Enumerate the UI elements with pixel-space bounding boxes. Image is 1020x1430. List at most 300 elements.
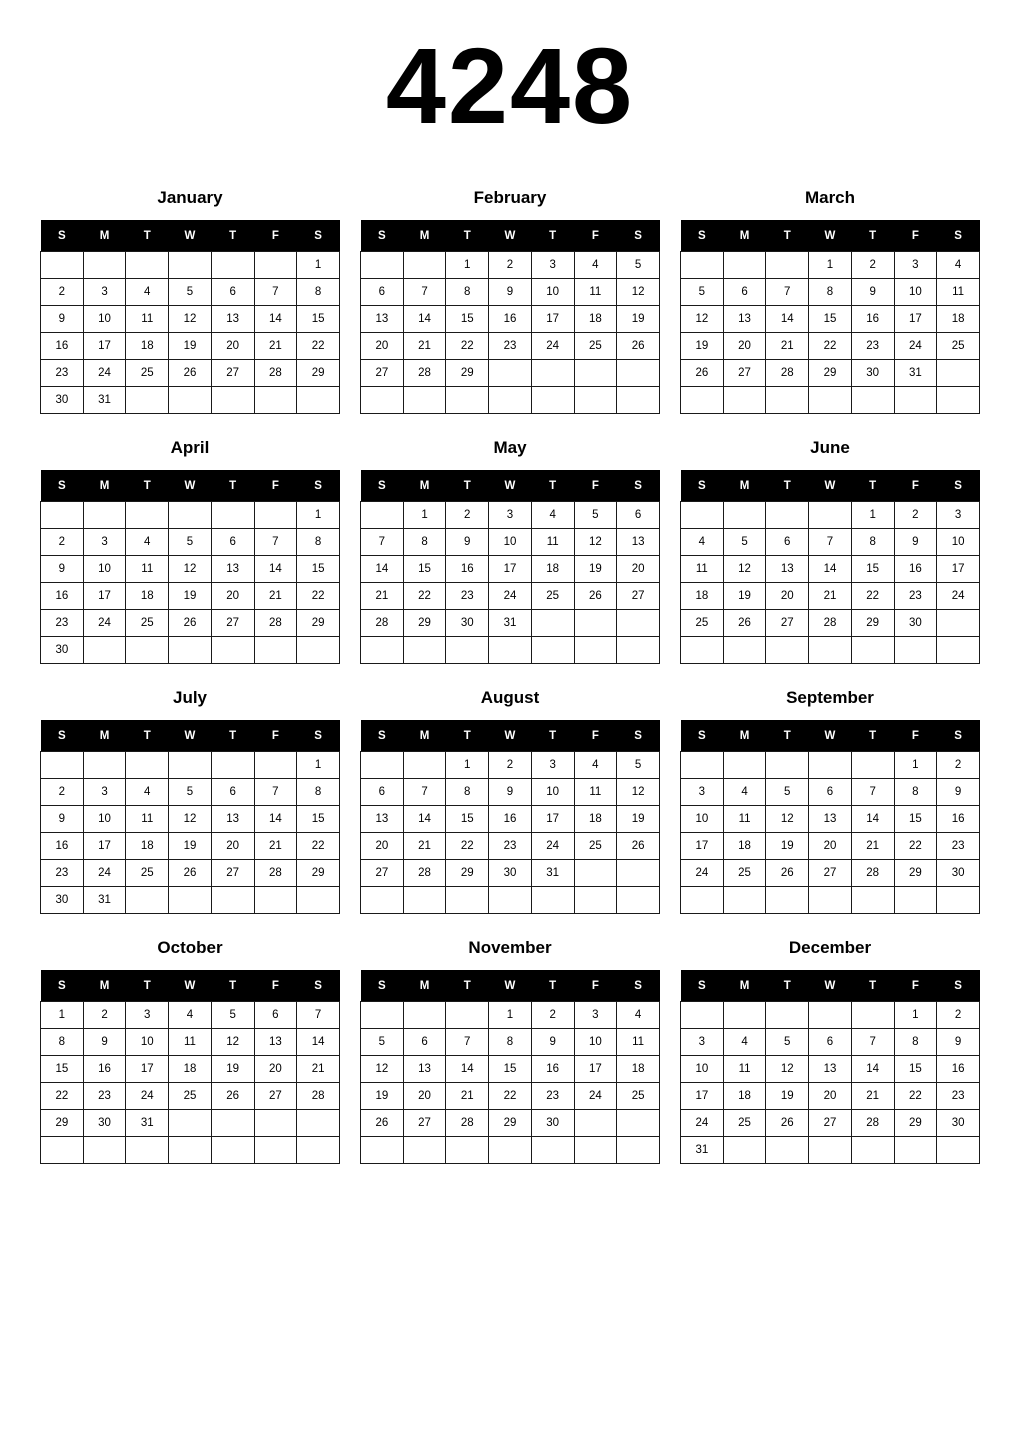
day-cell[interactable]: 1	[809, 252, 852, 279]
day-cell[interactable]: 12	[681, 306, 724, 333]
day-cell[interactable]: 24	[531, 833, 574, 860]
day-cell[interactable]: 13	[766, 556, 809, 583]
day-cell[interactable]: 23	[937, 1083, 980, 1110]
day-cell[interactable]: 13	[361, 306, 404, 333]
day-cell[interactable]: 28	[403, 860, 446, 887]
day-cell[interactable]: 27	[723, 360, 766, 387]
day-cell[interactable]: 30	[41, 387, 84, 414]
day-cell[interactable]: 23	[894, 583, 937, 610]
day-cell[interactable]: 9	[937, 1029, 980, 1056]
day-cell[interactable]: 10	[681, 1056, 724, 1083]
day-cell[interactable]: 14	[809, 556, 852, 583]
day-cell[interactable]: 3	[681, 779, 724, 806]
day-cell[interactable]: 20	[766, 583, 809, 610]
day-cell[interactable]: 2	[937, 752, 980, 779]
day-cell[interactable]: 4	[169, 1002, 212, 1029]
day-cell[interactable]: 6	[809, 779, 852, 806]
day-cell[interactable]: 9	[489, 279, 532, 306]
day-cell[interactable]: 29	[851, 610, 894, 637]
day-cell[interactable]: 3	[531, 252, 574, 279]
day-cell[interactable]: 5	[723, 529, 766, 556]
day-cell[interactable]: 24	[531, 333, 574, 360]
day-cell[interactable]: 25	[126, 610, 169, 637]
day-cell[interactable]: 27	[361, 860, 404, 887]
day-cell[interactable]: 13	[403, 1056, 446, 1083]
day-cell[interactable]: 3	[531, 752, 574, 779]
day-cell[interactable]: 19	[723, 583, 766, 610]
day-cell[interactable]: 25	[531, 583, 574, 610]
day-cell[interactable]: 7	[361, 529, 404, 556]
day-cell[interactable]: 2	[937, 1002, 980, 1029]
day-cell[interactable]: 30	[446, 610, 489, 637]
day-cell[interactable]: 12	[211, 1029, 254, 1056]
day-cell[interactable]: 16	[851, 306, 894, 333]
day-cell[interactable]: 24	[894, 333, 937, 360]
day-cell[interactable]: 29	[489, 1110, 532, 1137]
day-cell[interactable]: 9	[41, 556, 84, 583]
day-cell[interactable]: 18	[169, 1056, 212, 1083]
day-cell[interactable]: 18	[126, 583, 169, 610]
day-cell[interactable]: 19	[681, 333, 724, 360]
day-cell[interactable]: 13	[809, 1056, 852, 1083]
day-cell[interactable]: 26	[766, 1110, 809, 1137]
day-cell[interactable]: 27	[766, 610, 809, 637]
day-cell[interactable]: 7	[766, 279, 809, 306]
day-cell[interactable]: 28	[851, 1110, 894, 1137]
day-cell[interactable]: 26	[617, 833, 660, 860]
day-cell[interactable]: 10	[574, 1029, 617, 1056]
day-cell[interactable]: 14	[403, 806, 446, 833]
day-cell[interactable]: 20	[617, 556, 660, 583]
day-cell[interactable]: 28	[446, 1110, 489, 1137]
day-cell[interactable]: 15	[809, 306, 852, 333]
day-cell[interactable]: 23	[489, 333, 532, 360]
day-cell[interactable]: 19	[766, 1083, 809, 1110]
day-cell[interactable]: 10	[83, 306, 126, 333]
day-cell[interactable]: 25	[937, 333, 980, 360]
day-cell[interactable]: 2	[489, 752, 532, 779]
day-cell[interactable]: 7	[403, 279, 446, 306]
day-cell[interactable]: 10	[531, 279, 574, 306]
day-cell[interactable]: 27	[254, 1083, 297, 1110]
day-cell[interactable]: 12	[574, 529, 617, 556]
day-cell[interactable]: 11	[169, 1029, 212, 1056]
day-cell[interactable]: 29	[809, 360, 852, 387]
day-cell[interactable]: 21	[403, 833, 446, 860]
day-cell[interactable]: 30	[937, 1110, 980, 1137]
day-cell[interactable]: 2	[894, 502, 937, 529]
day-cell[interactable]: 29	[41, 1110, 84, 1137]
day-cell[interactable]: 22	[894, 1083, 937, 1110]
day-cell[interactable]: 31	[681, 1137, 724, 1164]
day-cell[interactable]: 1	[446, 752, 489, 779]
day-cell[interactable]: 27	[617, 583, 660, 610]
day-cell[interactable]: 11	[681, 556, 724, 583]
day-cell[interactable]: 5	[169, 279, 212, 306]
day-cell[interactable]: 14	[254, 806, 297, 833]
day-cell[interactable]: 12	[617, 779, 660, 806]
day-cell[interactable]: 4	[126, 779, 169, 806]
day-cell[interactable]: 17	[531, 806, 574, 833]
day-cell[interactable]: 29	[894, 1110, 937, 1137]
day-cell[interactable]: 28	[254, 360, 297, 387]
day-cell[interactable]: 2	[41, 279, 84, 306]
day-cell[interactable]: 25	[681, 610, 724, 637]
day-cell[interactable]: 12	[169, 806, 212, 833]
day-cell[interactable]: 20	[211, 333, 254, 360]
day-cell[interactable]: 8	[851, 529, 894, 556]
day-cell[interactable]: 12	[766, 806, 809, 833]
day-cell[interactable]: 6	[403, 1029, 446, 1056]
day-cell[interactable]: 1	[297, 502, 340, 529]
day-cell[interactable]: 18	[126, 333, 169, 360]
day-cell[interactable]: 2	[41, 779, 84, 806]
day-cell[interactable]: 25	[126, 860, 169, 887]
day-cell[interactable]: 8	[297, 529, 340, 556]
day-cell[interactable]: 20	[211, 833, 254, 860]
day-cell[interactable]: 6	[617, 502, 660, 529]
day-cell[interactable]: 3	[681, 1029, 724, 1056]
day-cell[interactable]: 4	[531, 502, 574, 529]
day-cell[interactable]: 3	[83, 279, 126, 306]
day-cell[interactable]: 11	[937, 279, 980, 306]
day-cell[interactable]: 17	[937, 556, 980, 583]
day-cell[interactable]: 12	[169, 306, 212, 333]
day-cell[interactable]: 28	[403, 360, 446, 387]
day-cell[interactable]: 20	[361, 833, 404, 860]
day-cell[interactable]: 17	[83, 833, 126, 860]
day-cell[interactable]: 15	[297, 806, 340, 833]
day-cell[interactable]: 2	[83, 1002, 126, 1029]
day-cell[interactable]: 18	[574, 306, 617, 333]
day-cell[interactable]: 8	[446, 279, 489, 306]
day-cell[interactable]: 15	[446, 306, 489, 333]
day-cell[interactable]: 23	[937, 833, 980, 860]
day-cell[interactable]: 14	[361, 556, 404, 583]
day-cell[interactable]: 10	[937, 529, 980, 556]
day-cell[interactable]: 13	[211, 556, 254, 583]
day-cell[interactable]: 21	[361, 583, 404, 610]
day-cell[interactable]: 18	[723, 1083, 766, 1110]
day-cell[interactable]: 21	[254, 333, 297, 360]
day-cell[interactable]: 17	[574, 1056, 617, 1083]
day-cell[interactable]: 26	[169, 860, 212, 887]
day-cell[interactable]: 7	[254, 279, 297, 306]
day-cell[interactable]: 27	[211, 610, 254, 637]
day-cell[interactable]: 26	[617, 333, 660, 360]
day-cell[interactable]: 8	[446, 779, 489, 806]
day-cell[interactable]: 22	[403, 583, 446, 610]
day-cell[interactable]: 25	[169, 1083, 212, 1110]
day-cell[interactable]: 18	[574, 806, 617, 833]
day-cell[interactable]: 25	[574, 333, 617, 360]
day-cell[interactable]: 16	[894, 556, 937, 583]
day-cell[interactable]: 30	[41, 887, 84, 914]
day-cell[interactable]: 5	[574, 502, 617, 529]
day-cell[interactable]: 29	[446, 360, 489, 387]
day-cell[interactable]: 1	[489, 1002, 532, 1029]
day-cell[interactable]: 29	[894, 860, 937, 887]
day-cell[interactable]: 4	[681, 529, 724, 556]
day-cell[interactable]: 6	[211, 529, 254, 556]
day-cell[interactable]: 11	[574, 279, 617, 306]
day-cell[interactable]: 23	[531, 1083, 574, 1110]
day-cell[interactable]: 7	[851, 779, 894, 806]
day-cell[interactable]: 18	[937, 306, 980, 333]
day-cell[interactable]: 17	[83, 583, 126, 610]
day-cell[interactable]: 4	[574, 252, 617, 279]
day-cell[interactable]: 4	[723, 779, 766, 806]
day-cell[interactable]: 7	[297, 1002, 340, 1029]
day-cell[interactable]: 1	[403, 502, 446, 529]
day-cell[interactable]: 27	[211, 860, 254, 887]
day-cell[interactable]: 9	[446, 529, 489, 556]
day-cell[interactable]: 1	[297, 252, 340, 279]
day-cell[interactable]: 8	[41, 1029, 84, 1056]
day-cell[interactable]: 28	[297, 1083, 340, 1110]
day-cell[interactable]: 24	[937, 583, 980, 610]
day-cell[interactable]: 2	[531, 1002, 574, 1029]
day-cell[interactable]: 16	[41, 333, 84, 360]
day-cell[interactable]: 28	[254, 610, 297, 637]
day-cell[interactable]: 21	[254, 833, 297, 860]
day-cell[interactable]: 5	[766, 1029, 809, 1056]
day-cell[interactable]: 12	[766, 1056, 809, 1083]
day-cell[interactable]: 23	[41, 360, 84, 387]
day-cell[interactable]: 27	[403, 1110, 446, 1137]
day-cell[interactable]: 26	[574, 583, 617, 610]
day-cell[interactable]: 5	[211, 1002, 254, 1029]
day-cell[interactable]: 3	[489, 502, 532, 529]
day-cell[interactable]: 22	[297, 583, 340, 610]
day-cell[interactable]: 31	[83, 887, 126, 914]
day-cell[interactable]: 19	[169, 333, 212, 360]
day-cell[interactable]: 25	[126, 360, 169, 387]
day-cell[interactable]: 12	[617, 279, 660, 306]
day-cell[interactable]: 18	[617, 1056, 660, 1083]
day-cell[interactable]: 17	[126, 1056, 169, 1083]
day-cell[interactable]: 22	[851, 583, 894, 610]
day-cell[interactable]: 2	[851, 252, 894, 279]
day-cell[interactable]: 27	[809, 1110, 852, 1137]
day-cell[interactable]: 8	[809, 279, 852, 306]
day-cell[interactable]: 19	[766, 833, 809, 860]
day-cell[interactable]: 19	[169, 583, 212, 610]
day-cell[interactable]: 6	[809, 1029, 852, 1056]
day-cell[interactable]: 11	[574, 779, 617, 806]
day-cell[interactable]: 6	[361, 279, 404, 306]
day-cell[interactable]: 15	[894, 806, 937, 833]
day-cell[interactable]: 30	[489, 860, 532, 887]
day-cell[interactable]: 19	[617, 806, 660, 833]
day-cell[interactable]: 16	[489, 306, 532, 333]
day-cell[interactable]: 26	[361, 1110, 404, 1137]
day-cell[interactable]: 15	[297, 556, 340, 583]
day-cell[interactable]: 15	[403, 556, 446, 583]
day-cell[interactable]: 14	[297, 1029, 340, 1056]
day-cell[interactable]: 21	[851, 1083, 894, 1110]
day-cell[interactable]: 24	[681, 1110, 724, 1137]
day-cell[interactable]: 2	[41, 529, 84, 556]
day-cell[interactable]: 1	[446, 252, 489, 279]
day-cell[interactable]: 5	[681, 279, 724, 306]
day-cell[interactable]: 13	[617, 529, 660, 556]
day-cell[interactable]: 1	[851, 502, 894, 529]
day-cell[interactable]: 14	[254, 556, 297, 583]
day-cell[interactable]: 2	[489, 252, 532, 279]
day-cell[interactable]: 18	[681, 583, 724, 610]
day-cell[interactable]: 9	[851, 279, 894, 306]
day-cell[interactable]: 9	[937, 779, 980, 806]
day-cell[interactable]: 4	[937, 252, 980, 279]
day-cell[interactable]: 11	[723, 806, 766, 833]
day-cell[interactable]: 14	[851, 1056, 894, 1083]
day-cell[interactable]: 26	[766, 860, 809, 887]
day-cell[interactable]: 23	[489, 833, 532, 860]
day-cell[interactable]: 21	[297, 1056, 340, 1083]
day-cell[interactable]: 3	[83, 529, 126, 556]
day-cell[interactable]: 24	[574, 1083, 617, 1110]
day-cell[interactable]: 31	[489, 610, 532, 637]
day-cell[interactable]: 21	[766, 333, 809, 360]
day-cell[interactable]: 10	[531, 779, 574, 806]
day-cell[interactable]: 19	[169, 833, 212, 860]
day-cell[interactable]: 16	[489, 806, 532, 833]
day-cell[interactable]: 30	[937, 860, 980, 887]
day-cell[interactable]: 22	[809, 333, 852, 360]
day-cell[interactable]: 21	[809, 583, 852, 610]
day-cell[interactable]: 1	[41, 1002, 84, 1029]
day-cell[interactable]: 11	[126, 306, 169, 333]
day-cell[interactable]: 23	[851, 333, 894, 360]
day-cell[interactable]: 6	[361, 779, 404, 806]
day-cell[interactable]: 18	[126, 833, 169, 860]
day-cell[interactable]: 12	[361, 1056, 404, 1083]
day-cell[interactable]: 6	[723, 279, 766, 306]
day-cell[interactable]: 20	[403, 1083, 446, 1110]
day-cell[interactable]: 4	[617, 1002, 660, 1029]
day-cell[interactable]: 7	[446, 1029, 489, 1056]
day-cell[interactable]: 22	[297, 833, 340, 860]
day-cell[interactable]: 22	[297, 333, 340, 360]
day-cell[interactable]: 16	[41, 833, 84, 860]
day-cell[interactable]: 5	[361, 1029, 404, 1056]
day-cell[interactable]: 29	[297, 610, 340, 637]
day-cell[interactable]: 22	[489, 1083, 532, 1110]
day-cell[interactable]: 23	[41, 610, 84, 637]
day-cell[interactable]: 11	[617, 1029, 660, 1056]
day-cell[interactable]: 13	[211, 806, 254, 833]
day-cell[interactable]: 28	[766, 360, 809, 387]
day-cell[interactable]: 16	[531, 1056, 574, 1083]
day-cell[interactable]: 10	[894, 279, 937, 306]
day-cell[interactable]: 25	[723, 1110, 766, 1137]
day-cell[interactable]: 9	[489, 779, 532, 806]
day-cell[interactable]: 7	[403, 779, 446, 806]
day-cell[interactable]: 24	[83, 610, 126, 637]
day-cell[interactable]: 16	[446, 556, 489, 583]
day-cell[interactable]: 3	[83, 779, 126, 806]
day-cell[interactable]: 13	[254, 1029, 297, 1056]
day-cell[interactable]: 7	[254, 529, 297, 556]
day-cell[interactable]: 25	[617, 1083, 660, 1110]
day-cell[interactable]: 9	[41, 806, 84, 833]
day-cell[interactable]: 8	[894, 1029, 937, 1056]
day-cell[interactable]: 20	[809, 833, 852, 860]
day-cell[interactable]: 27	[361, 360, 404, 387]
day-cell[interactable]: 29	[446, 860, 489, 887]
day-cell[interactable]: 9	[531, 1029, 574, 1056]
day-cell[interactable]: 29	[297, 360, 340, 387]
day-cell[interactable]: 14	[446, 1056, 489, 1083]
day-cell[interactable]: 13	[809, 806, 852, 833]
day-cell[interactable]: 3	[126, 1002, 169, 1029]
day-cell[interactable]: 1	[297, 752, 340, 779]
day-cell[interactable]: 30	[41, 637, 84, 664]
day-cell[interactable]: 17	[489, 556, 532, 583]
day-cell[interactable]: 1	[894, 752, 937, 779]
day-cell[interactable]: 15	[851, 556, 894, 583]
day-cell[interactable]: 19	[617, 306, 660, 333]
day-cell[interactable]: 7	[254, 779, 297, 806]
day-cell[interactable]: 23	[41, 860, 84, 887]
day-cell[interactable]: 15	[41, 1056, 84, 1083]
day-cell[interactable]: 15	[297, 306, 340, 333]
day-cell[interactable]: 26	[681, 360, 724, 387]
day-cell[interactable]: 16	[41, 583, 84, 610]
day-cell[interactable]: 6	[766, 529, 809, 556]
day-cell[interactable]: 24	[83, 360, 126, 387]
day-cell[interactable]: 17	[681, 833, 724, 860]
day-cell[interactable]: 14	[766, 306, 809, 333]
day-cell[interactable]: 30	[894, 610, 937, 637]
day-cell[interactable]: 21	[403, 333, 446, 360]
day-cell[interactable]: 13	[211, 306, 254, 333]
day-cell[interactable]: 5	[617, 752, 660, 779]
day-cell[interactable]: 11	[531, 529, 574, 556]
day-cell[interactable]: 20	[361, 333, 404, 360]
day-cell[interactable]: 26	[723, 610, 766, 637]
day-cell[interactable]: 6	[254, 1002, 297, 1029]
day-cell[interactable]: 17	[83, 333, 126, 360]
day-cell[interactable]: 13	[723, 306, 766, 333]
day-cell[interactable]: 27	[809, 860, 852, 887]
day-cell[interactable]: 16	[937, 806, 980, 833]
day-cell[interactable]: 24	[126, 1083, 169, 1110]
day-cell[interactable]: 17	[894, 306, 937, 333]
day-cell[interactable]: 31	[126, 1110, 169, 1137]
day-cell[interactable]: 24	[681, 860, 724, 887]
day-cell[interactable]: 10	[126, 1029, 169, 1056]
day-cell[interactable]: 29	[297, 860, 340, 887]
day-cell[interactable]: 24	[489, 583, 532, 610]
day-cell[interactable]: 10	[83, 556, 126, 583]
day-cell[interactable]: 14	[851, 806, 894, 833]
day-cell[interactable]: 17	[531, 306, 574, 333]
day-cell[interactable]: 20	[211, 583, 254, 610]
day-cell[interactable]: 11	[126, 556, 169, 583]
day-cell[interactable]: 2	[446, 502, 489, 529]
day-cell[interactable]: 19	[211, 1056, 254, 1083]
day-cell[interactable]: 12	[723, 556, 766, 583]
day-cell[interactable]: 31	[894, 360, 937, 387]
day-cell[interactable]: 8	[297, 779, 340, 806]
day-cell[interactable]: 22	[894, 833, 937, 860]
day-cell[interactable]: 25	[574, 833, 617, 860]
day-cell[interactable]: 30	[83, 1110, 126, 1137]
day-cell[interactable]: 21	[851, 833, 894, 860]
day-cell[interactable]: 23	[83, 1083, 126, 1110]
